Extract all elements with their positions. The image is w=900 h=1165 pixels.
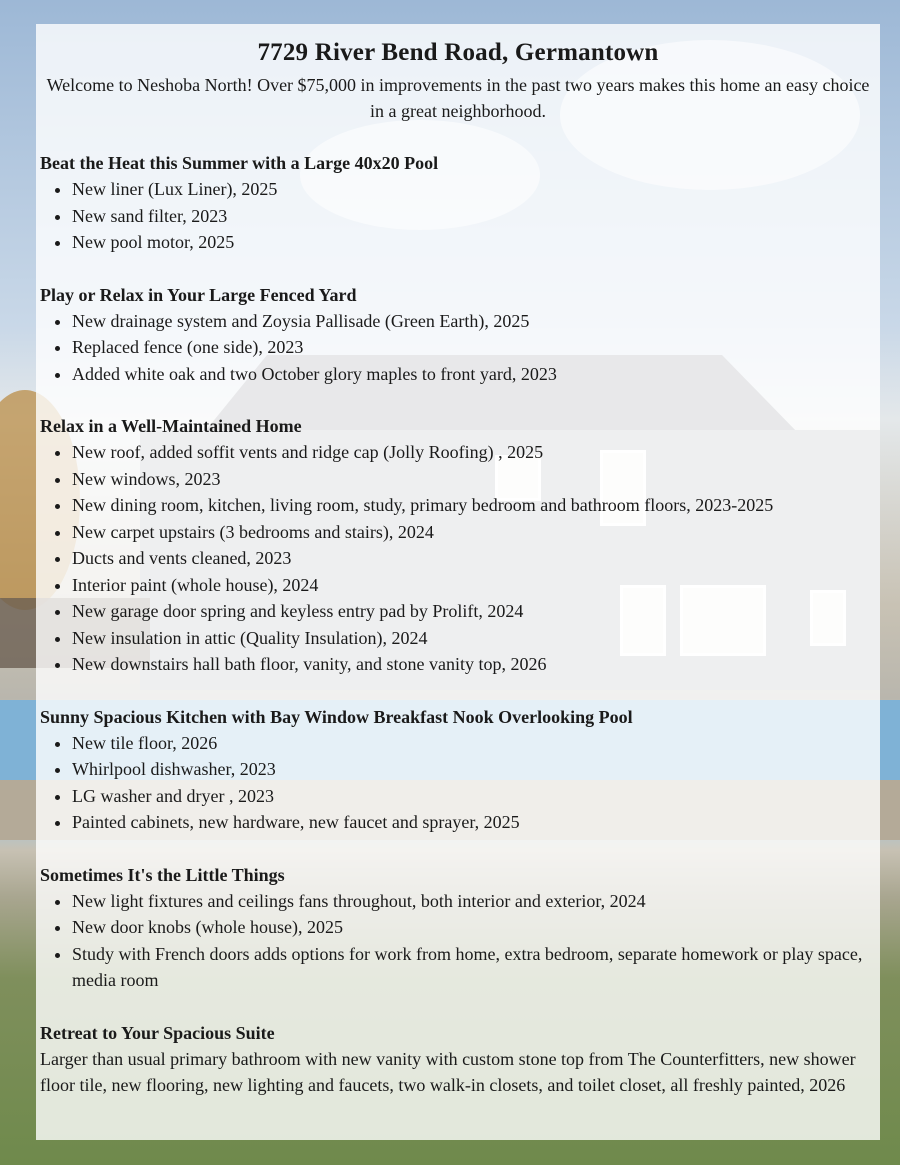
list-item: • New light fixtures and ceilings fans throughout, both interior and exterior, 2024 bbox=[72, 888, 876, 915]
bullet-list bbox=[40, 730, 876, 836]
section-suite bbox=[40, 1020, 876, 1098]
list-item: • New drainage system and Zoysia Pallisade (Green Earth), 2025 bbox=[72, 308, 876, 335]
section-home bbox=[40, 413, 876, 678]
list-item: • Painted cabinets, new hardware, new faucet and sprayer, 2025 bbox=[72, 809, 876, 836]
list-item: • New door knobs (whole house), 2025 bbox=[72, 914, 876, 941]
list-item: • New dining room, kitchen, living room, study, primary bedroom and bathroom floors, 2023-2025 bbox=[72, 492, 876, 519]
section-little-things bbox=[40, 862, 876, 994]
intro-text: Welcome to Neshoba North! Over $75,000 in improvements in the past two years makes this home an easy choice in a great neighborhood. bbox=[46, 75, 870, 121]
list-item: • New liner (Lux Liner), 2025 bbox=[72, 176, 876, 203]
suite-paragraph: Larger than usual primary bathroom with new vanity with custom stone top from The Counterfitters, new shower floor tile, new flooring, new lighting and faucets, two walk-in closets, and toilet closet, all freshly painted, 2026 bbox=[40, 1048, 856, 1095]
section-yard bbox=[40, 282, 876, 388]
list-item: • LG washer and dryer , 2023 bbox=[72, 783, 876, 810]
list-item: • New garage door spring and keyless entry pad by Prolift, 2024 bbox=[72, 598, 876, 625]
section-heading: Play or Relax in Your Large Fenced Yard bbox=[40, 284, 357, 305]
bullet-list bbox=[40, 308, 876, 388]
list-item: • Added white oak and two October glory maples to front yard, 2023 bbox=[72, 361, 876, 388]
list-item: • New tile floor, 2026 bbox=[72, 730, 876, 757]
section-heading: Sometimes It's the Little Things bbox=[40, 864, 285, 885]
list-item: • Replaced fence (one side), 2023 bbox=[72, 334, 876, 361]
list-item: • Ducts and vents cleaned, 2023 bbox=[72, 545, 876, 572]
bullet-list bbox=[40, 439, 876, 678]
list-item: • New carpet upstairs (3 bedrooms and stairs), 2024 bbox=[72, 519, 876, 546]
bullet-list bbox=[40, 176, 876, 256]
section-pool bbox=[40, 150, 876, 256]
list-item: • New pool motor, 2025 bbox=[72, 229, 876, 256]
section-heading: Beat the Heat this Summer with a Large 40x20 Pool bbox=[40, 153, 439, 173]
list-item: • New roof, added soffit vents and ridge cap (Jolly Roofing) , 2025 bbox=[72, 439, 876, 466]
list-item: • New insulation in attic (Quality Insulation), 2024 bbox=[72, 625, 876, 652]
section-heading: Sunny Spacious Kitchen with Bay Window Breakfast Nook Overlooking Pool bbox=[40, 706, 633, 727]
section-kitchen bbox=[40, 704, 876, 836]
section-heading: Retreat to Your Spacious Suite bbox=[40, 1022, 275, 1043]
section-heading: Relax in a Well-Maintained Home bbox=[40, 416, 302, 436]
list-item: • Interior paint (whole house), 2024 bbox=[72, 572, 876, 599]
list-item: • Whirlpool dishwasher, 2023 bbox=[72, 756, 876, 783]
list-item: • New windows, 2023 bbox=[72, 466, 876, 493]
list-item: • New sand filter, 2023 bbox=[72, 203, 876, 230]
document-content bbox=[40, 38, 876, 1098]
list-item: • Study with French doors adds options for work from home, extra bedroom, separate homework or play space, media room bbox=[72, 941, 876, 994]
bullet-list bbox=[40, 888, 876, 994]
list-item: • New downstairs hall bath floor, vanity, and stone vanity top, 2026 bbox=[72, 651, 876, 678]
text-panel bbox=[36, 24, 880, 1140]
page-title: 7729 River Bend Road, Germantown bbox=[257, 39, 659, 66]
